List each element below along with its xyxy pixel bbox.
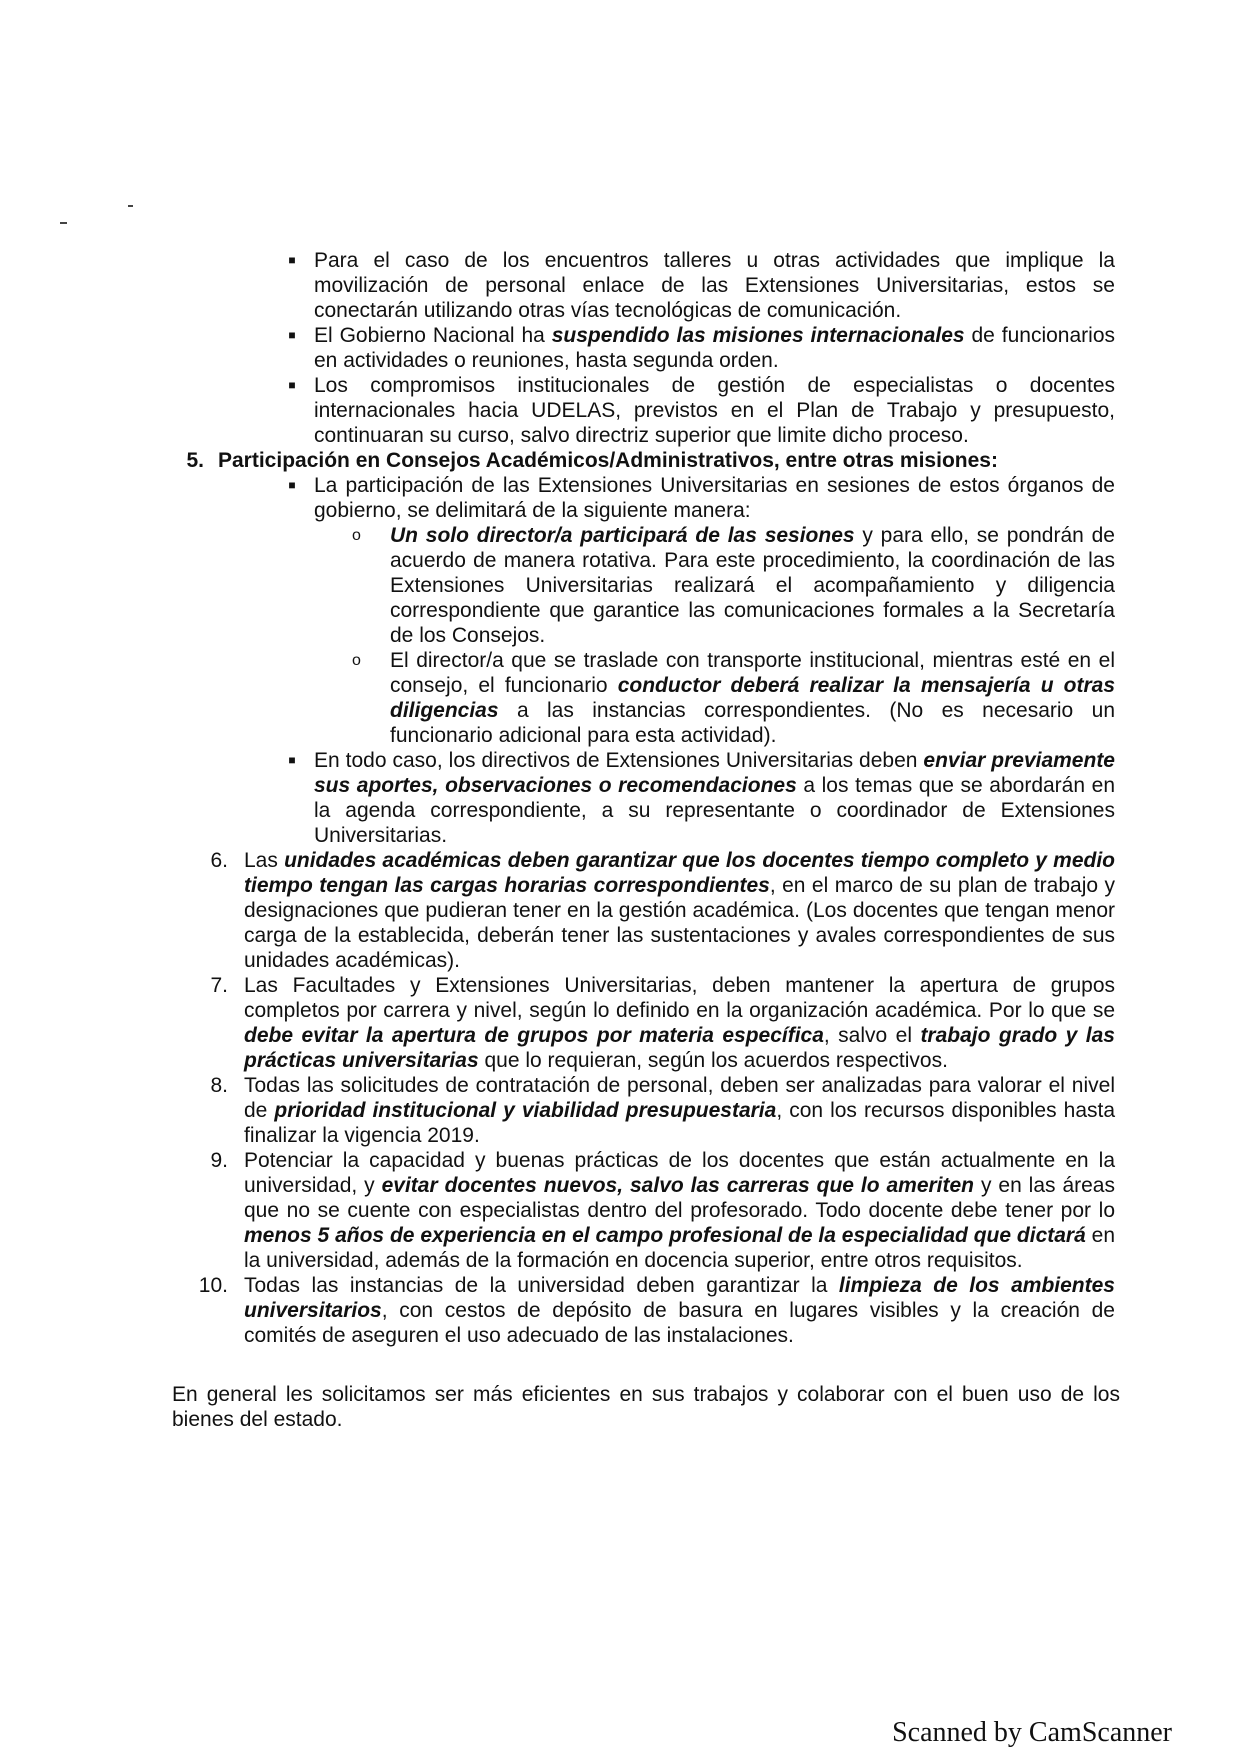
closing-paragraph (168, 1382, 1120, 1432)
numbered-item-6 (180, 848, 1115, 973)
circle-bullet-icon: o (352, 527, 361, 544)
square-bullet-icon: ■ (288, 478, 296, 492)
document-body (172, 248, 1120, 1432)
scan-speck (60, 222, 67, 224)
item-text: Potenciar la capacidad y buenas prácticas de los docentes que están actualmente en la universidad, y evitar docentes nuevos, salvo las carreras que lo ameriten y en las áreas que no se cuente con especialistas dentro del profesorado. Todo docente debe tener por lo menos 5 años de experiencia en el campo profesional de la especialidad que dictará en la universidad, además de la formación en docencia superior, entre otros requisitos. (244, 1149, 1115, 1272)
item-number: 7. (210, 974, 228, 997)
item-text: Las Facultades y Extensiones Universitarias, deben mantener la apertura de grupos completos por carrera y nivel, según lo definido en la organización académica. Por lo que se debe evitar la apertura de grupos por materia específica, salvo el trabajo grado y las prácticas universitarias que lo requieran, según los acuerdos respectivos. (244, 974, 1115, 1072)
square-bullet-icon: ■ (288, 378, 296, 392)
item-text: Todas las instancias de la universidad deben garantizar la limpieza de los ambientes universitarios, con cestos de depósito de basura en lugares visibles y la creación de comités de aseguren el uso adecuado de las instalaciones. (244, 1274, 1115, 1347)
bullet-text: Los compromisos institucionales de gestión de especialistas o docentes internacionales hacia UDELAS, previstos en el Plan de Trabajo y presupuesto, continuaran su curso, salvo directriz superior que limite dicho proceso. (314, 374, 1115, 447)
bullet-text: El Gobierno Nacional ha suspendido las misiones internacionales de funcionarios en actividades o reuniones, hasta segunda orden. (314, 324, 1115, 372)
section-5-heading (180, 448, 1115, 473)
item-number: 9. (210, 1149, 228, 1172)
square-bullet-icon: ■ (288, 753, 296, 767)
numbered-item-7 (180, 973, 1115, 1073)
section-number: 5. (186, 449, 204, 472)
bullet-item (180, 323, 1115, 373)
bullet-item (180, 248, 1115, 323)
sub-bullet-text: Un solo director/a participará de las sesiones y para ello, se pondrán de acuerdo de manera rotativa. Para este procedimiento, la coordinación de las Extensiones Universitarias realizará el acompañamiento y diligencia correspondiente que garantice las comunicaciones formales a la Secretaría de los Consejos. (390, 524, 1115, 647)
square-bullet-icon: ■ (288, 328, 296, 342)
circle-bullet-icon: o (352, 652, 361, 669)
item-number: 6. (210, 849, 228, 872)
bullet-text: La participación de las Extensiones Universitarias en sesiones de estos órganos de gobierno, se delimitará de la siguiente manera: (314, 474, 1115, 522)
closing-text: En general les solicitamos ser más eficientes en sus trabajos y colaborar con el buen uso de los bienes del estado. (172, 1383, 1120, 1431)
bullet-text: En todo caso, los directivos de Extensiones Universitarias deben enviar previamente sus aportes, observaciones o recomendaciones a los temas que se abordarán en la agenda correspondiente, a su representante o coordinador de Extensiones Universitarias. (314, 749, 1115, 847)
scan-speck (128, 205, 133, 207)
bullet-text: Para el caso de los encuentros talleres u otras actividades que implique la movilización de personal enlace de las Extensiones Universitarias, estos se conectarán utilizando otras vías tecnológicas de comunicación. (314, 249, 1115, 322)
numbered-item-8 (180, 1073, 1115, 1148)
section-title: Participación en Consejos Académicos/Administrativos, entre otras misiones: (218, 449, 998, 472)
numbered-item-9 (180, 1148, 1115, 1273)
sub-bullet-item (180, 648, 1115, 748)
bullet-item (180, 473, 1115, 523)
item-text: Todas las solicitudes de contratación de personal, deben ser analizadas para valorar el nivel de prioridad institucional y viabilidad presupuestaria, con los recursos disponibles hasta finalizar la vigencia 2019. (244, 1074, 1116, 1147)
bullet-item (180, 748, 1115, 848)
camscanner-watermark: Scanned by CamScanner (892, 1717, 1172, 1748)
item-number: 8. (210, 1074, 228, 1097)
square-bullet-icon: ■ (288, 253, 296, 267)
item-text: Las unidades académicas deben garantizar que los docentes tiempo completo y medio tiempo tengan las cargas horarias correspondientes, en el marco de su plan de trabajo y designaciones que pudieran tener en la gestión académica. (Los docentes que tengan menor carga de la establecida, deberán tener las sustentaciones y avales correspondientes de sus unidades académicas). (244, 849, 1116, 972)
sub-bullet-text: El director/a que se traslade con transporte institucional, mientras esté en el consejo, el funcionario conductor deberá realizar la mensajería u otras diligencias a las instancias correspondientes. (No es necesario un funcionario adicional para esta actividad). (390, 649, 1115, 747)
item-number: 10. (198, 1274, 228, 1297)
bullet-item (180, 373, 1115, 448)
numbered-item-10 (180, 1273, 1115, 1348)
sub-bullet-item (180, 523, 1115, 648)
